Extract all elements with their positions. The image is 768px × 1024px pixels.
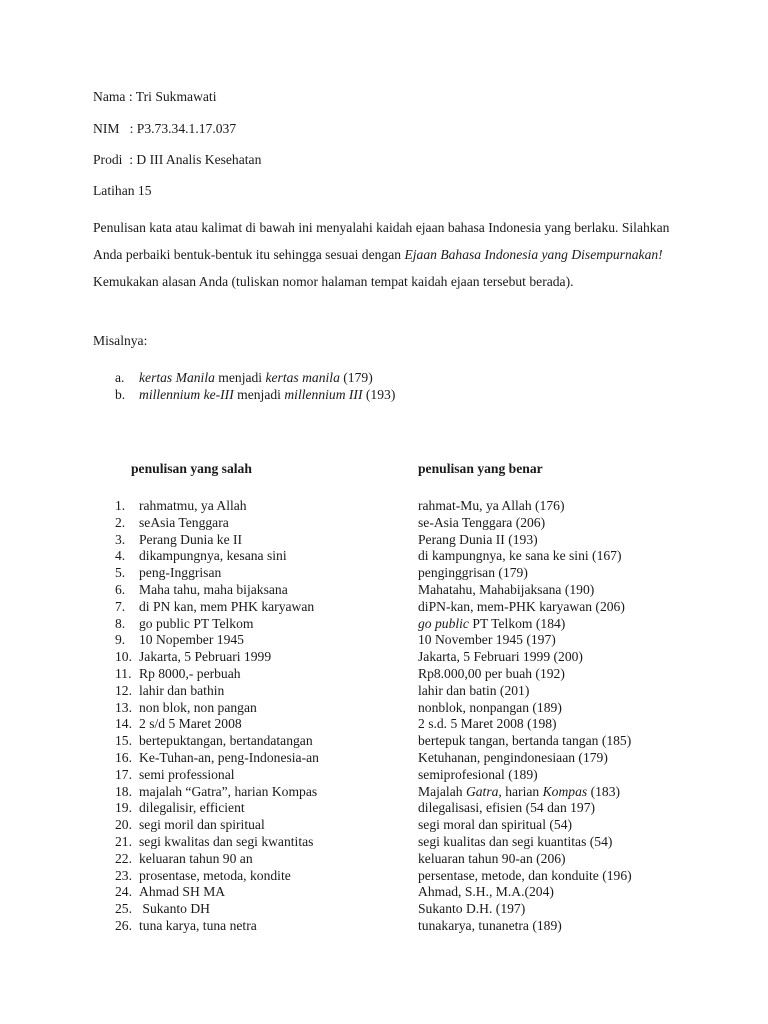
table-row [0,649,768,666]
row-number: 1. [115,498,126,513]
wrong-spelling: 2 s/d 5 Maret 2008 [139,716,242,732]
correct-spelling: Perang Dunia II (193) [418,531,538,547]
column-header-wrong: penulisan yang salah [131,461,252,476]
correct-spelling: Majalah Gatra, harian Kompas (183) [418,783,621,799]
correct-spelling: nonblok, nonpangan (189) [418,699,562,715]
correct-spelling: go public PT Telkom (184) [418,615,566,631]
wrong-spelling: segi kwalitas dan segi kwantitas [139,834,314,849]
example-marker: a. [115,370,125,385]
row-number: 20. [115,817,132,833]
correct-spelling: Mahatahu, Mahabijaksana (190) [418,582,595,597]
wrong-spelling: non blok, non pangan [139,699,257,715]
table-row [0,784,768,801]
correct-spelling: bertepuk tangan, bertanda tangan (185) [418,733,632,749]
instruction-paragraph [93,214,693,295]
row-number: 25. [115,901,132,917]
table-row [0,683,768,700]
row-number: 22. [115,850,132,866]
table-row [0,666,768,683]
correct-spelling: segi kualitas dan segi kuantitas (54) [418,834,613,849]
table-row [0,901,768,918]
correct-spelling: lahir dan batin (201) [418,682,530,698]
row-number: 17. [115,766,132,782]
wrong-spelling: peng-Inggrisan [139,565,222,581]
row-number: 13. [115,699,132,715]
row-number: 11. [115,666,132,681]
wrong-spelling: semi professional [139,766,235,782]
table-row [0,565,768,582]
row-number: 9. [115,632,126,648]
row-number: 23. [115,867,132,883]
correct-spelling: Ketuhanan, pengindonesiaan (179) [418,750,608,765]
instruction-text-1: Penulisan kata atau kalimat di bawah ini menyalahi kaidah ejaan bahasa Indonesia yang berlaku. Silahkan Anda perbaiki bentuk-bentuk itu sehingga sesuai dengan [93,220,670,262]
table-row [0,582,768,599]
correct-spelling: persentase, metode, dan konduite (196) [418,867,632,883]
example-item [0,370,768,387]
student-name: Nama : Tri Sukmawati [93,89,217,104]
table-row [0,851,768,868]
wrong-spelling: dikampungnya, kesana sini [139,548,287,564]
row-number: 18. [115,783,132,799]
row-number: 10. [115,649,132,665]
row-number: 26. [115,918,132,933]
correct-spelling: di kampungnya, ke sana ke sini (167) [418,548,622,564]
wrong-spelling: dilegalisir, efficient [139,800,245,816]
row-number: 24. [115,884,132,900]
row-number: 5. [115,565,126,581]
correct-spelling: segi moral dan spiritual (54) [418,817,573,833]
table-row [0,800,768,817]
table-row [0,515,768,532]
correct-spelling: dilegalisasi, efisien (54 dan 197) [418,800,596,816]
table-row [0,716,768,733]
row-number: 12. [115,682,132,698]
wrong-spelling: lahir dan bathin [139,682,225,698]
row-number: 15. [115,733,132,749]
wrong-spelling: Maha tahu, maha bijaksana [139,582,288,597]
row-number: 21. [115,834,132,849]
wrong-spelling: Sukanto DH [139,901,210,917]
table-row [0,918,768,935]
row-number: 8. [115,615,126,631]
correct-spelling: Sukanto D.H. (197) [418,901,526,917]
table-row [0,868,768,885]
correct-spelling: semiprofesional (189) [418,766,538,782]
correct-spelling: rahmat-Mu, ya Allah (176) [418,498,565,513]
correct-spelling: 2 s.d. 5 Maret 2008 (198) [418,716,557,732]
correct-spelling: 10 November 1945 (197) [418,632,556,648]
wrong-spelling: Rp 8000,- perbuah [139,666,241,681]
table-row [0,548,768,565]
wrong-spelling: Ahmad SH MA [139,884,226,900]
row-number: 6. [115,582,126,597]
wrong-spelling: rahmatmu, ya Allah [139,498,247,513]
wrong-spelling: tuna karya, tuna netra [139,918,257,933]
correct-spelling: diPN-kan, mem-PHK karyawan (206) [418,598,625,614]
table-row [0,599,768,616]
table-row [0,884,768,901]
row-number: 2. [115,514,126,530]
table-row [0,616,768,633]
example-text: kertas Manila menjadi kertas manila (179) [139,370,373,385]
row-number: 4. [115,548,126,564]
table-row [0,700,768,717]
wrong-spelling: prosentase, metoda, kondite [139,867,291,883]
column-header-right: penulisan yang benar [418,461,543,476]
wrong-spelling: di PN kan, mem PHK karyawan [139,598,315,614]
correct-spelling: Ahmad, S.H., M.A.(204) [418,884,554,900]
table-row [0,498,768,515]
study-program: Prodi : D III Analis Kesehatan [93,152,262,167]
wrong-spelling: Perang Dunia ke II [139,531,243,547]
correct-spelling: keluaran tahun 90-an (206) [418,850,566,866]
table-row [0,750,768,767]
wrong-spelling: majalah “Gatra”, harian Kompas [139,783,318,799]
wrong-spelling: segi moril dan spiritual [139,817,265,833]
row-number: 3. [115,531,126,547]
correct-spelling: tunakarya, tunanetra (189) [418,918,562,933]
table-row [0,632,768,649]
correct-spelling: Rp8.000,00 per buah (192) [418,666,565,681]
wrong-spelling: Ke-Tuhan-an, peng-Indonesia-an [139,750,319,765]
wrong-spelling: bertepuktangan, bertandatangan [139,733,313,749]
exercise-title: Latihan 15 [93,183,152,198]
row-number: 7. [115,598,126,614]
wrong-spelling: keluaran tahun 90 an [139,850,253,866]
student-nim: NIM : P3.73.34.1.17.037 [93,121,237,136]
row-number: 19. [115,800,132,816]
wrong-spelling: seAsia Tenggara [139,514,229,530]
example-item [0,387,768,404]
wrong-spelling: 10 Nopember 1945 [139,632,244,648]
table-row [0,834,768,851]
example-text: millennium ke-III menjadi millennium III (193) [139,387,396,402]
row-number: 16. [115,750,132,765]
table-row [0,767,768,784]
table-row [0,532,768,549]
row-number: 14. [115,716,132,732]
examples-label: Misalnya: [93,333,148,348]
table-row [0,817,768,834]
correct-spelling: Jakarta, 5 Februari 1999 (200) [418,649,583,665]
instruction-italic: Ejaan Bahasa Indonesia yang Disempurnakan! [404,247,663,262]
correct-spelling: penginggrisan (179) [418,565,528,581]
wrong-spelling: go public PT Telkom [139,615,254,631]
table-row [0,733,768,750]
example-marker: b. [115,387,126,402]
wrong-spelling: Jakarta, 5 Pebruari 1999 [139,649,272,665]
correct-spelling: se-Asia Tenggara (206) [418,514,546,530]
instruction-text-2: Kemukakan alasan Anda (tuliskan nomor halaman tempat kaidah ejaan tersebut berada). [93,274,574,289]
